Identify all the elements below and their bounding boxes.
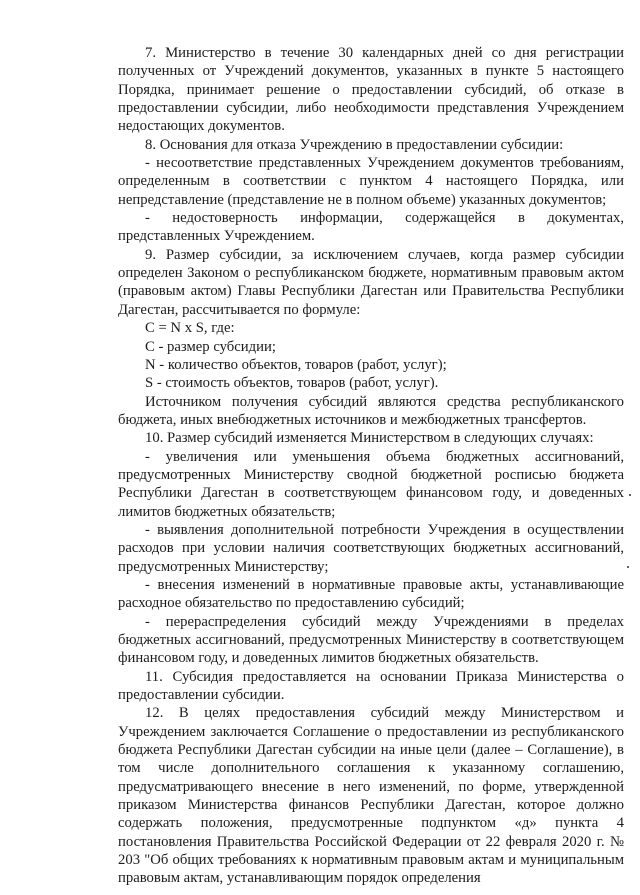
paragraph-8: 8. Основания для отказа Учреждению в предоставлении субсидии: — [145, 136, 564, 153]
paragraph-10-item-3: - внесения изменений в нормативные правовые акты, устанавливающие расходное обязательство по предоставлению субсидий; — [118, 576, 624, 612]
formula-line: C - размер субсидии; — [145, 338, 276, 355]
scan-speck — [629, 494, 631, 496]
paragraph-7: 7. Министерство в течение 30 календарных дней со дня регистрации полученных от Учреждений документов, указанных в пункте 5 настоящего Порядка, принимает решение о предоставлении субсидий, об отказе в предоставлении субсидии, либо необходимости представления Учреждением недостающих документов. — [118, 45, 624, 135]
paragraph-8-item-2: - недостоверность информации, содержащейся в документах, представленных Учреждением. — [118, 210, 624, 245]
scan-speck — [627, 566, 629, 568]
paragraph-10-item-1: - увеличения или уменьшения объема бюджетных ассигнований, предусмотренных Министерству сводной бюджетной росписью бюджета Республики Дагестан в соответствующем финансовом году, и доведенных лимитов бюджетных обязательств; — [118, 448, 624, 520]
paragraph-9: 9. Размер субсидии, за исключением случаев, когда размер субсидии определен Законом о республиканском бюджете, нормативным правовым актом (правовым актом) Главы Республики Дагестан или Правительства Республики Дагестан, рассчитывается по формуле: — [118, 246, 624, 318]
paragraph-10-item-4: - перераспределения субсидий между Учреждениями в пределах бюджетных ассигнований, предусмотренных Министерству в соответствующем финансовом году, и доведенных лимитов бюджетных обязательств. — [118, 613, 624, 667]
formula-line: N - количество объектов, товаров (работ, услуг); — [145, 356, 447, 373]
paragraph-12: 12. В целях предоставления субсидий между Министерством и Учреждением заключается Соглашение о предоставлении из республиканского бюджета Республики Дагестан субсидии на иные цели (далее – Соглашение), в том числе дополнительного соглашения к указанному соглашению, предусматривающего внесение в него изменений, по форме, утвержденной приказом Министерства финансов Республики Дагестан, которое должно содержать положения, предусмотренные подпунктом «д» пункта 4 постановления Правительства Российской Федерации от 22 февраля 2020 г. № 203 "Об общих требованиях к нормативным правовым актам и муниципальным правовым актам, устанавливающим порядок определения — [118, 705, 624, 887]
document-page — [118, 44, 624, 888]
paragraph-11: 11. Субсидия предоставляется на основании Приказа Министерства о предоставлении субсидии. — [118, 668, 624, 704]
paragraph-8-item-1: - несоответствие представленных Учреждением документов требованиям, определенным в соответствии с пунктом 4 настоящего Порядка, или непредставление (представление не в полном объеме) указанных документов; — [118, 155, 624, 208]
paragraph-10-item-2: - выявления дополнительной потребности Учреждения в осуществлении расходов при условии наличия соответствующих бюджетных ассигнований, предусмотренных Министерству; — [118, 521, 624, 575]
formula-line: C = N x S, где: — [145, 320, 235, 337]
formula-line: S - стоимость объектов, товаров (работ, услуг). — [145, 375, 439, 392]
paragraph-funding-source: Источником получения субсидий являются средства республиканского бюджета, иных внебюджетных источников и межбюджетных трансфертов. — [118, 393, 624, 428]
paragraph-10: 10. Размер субсидий изменяется Министерством в следующих случаях: — [145, 430, 594, 447]
